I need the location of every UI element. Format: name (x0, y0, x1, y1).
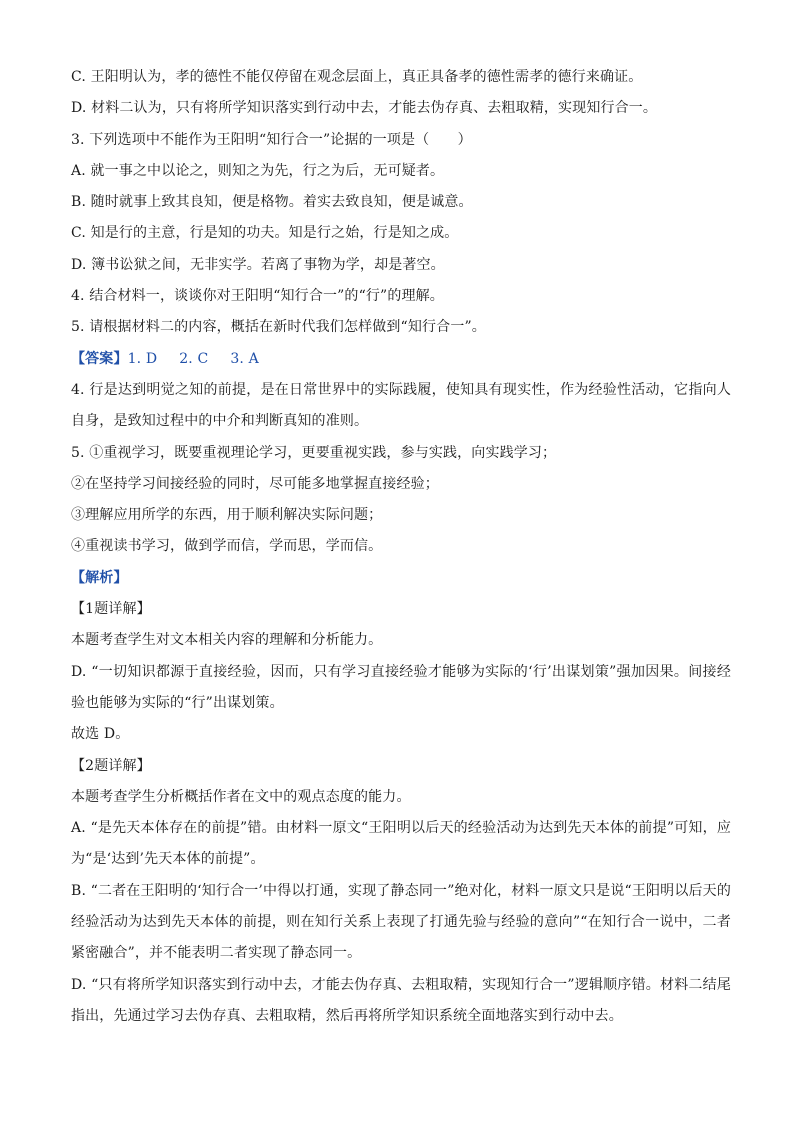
answer-5-point-1: 5. ①重视学习，既要重视理论学习，更要重视实践，参与实践，向实践学习； (71, 444, 557, 461)
answer-5-point-3: ③理解应用所学的东西，用于顺利解决实际问题； (71, 507, 383, 524)
q3-option-c: C. 知是行的主意，行是知的功夫。知是行之始，行是知之成。 (71, 225, 459, 242)
answer-line (71, 344, 731, 375)
q1-option-d-analysis: D. “一切知识都源于直接经验，因而，只有学习直接经验才能够为实际的‘行’出谋划策”强加因果。间接经验也能够为实际的“行”出谋划策。 (71, 663, 731, 711)
q2-option-a-analysis: A. “是先天本体存在的前提”错。由材料一原文“王阳明以后天的经验活动为达到先天本体的前提”可知，应为“是‘达到’先天本体的前提”。 (71, 820, 731, 868)
document-page (71, 62, 731, 1032)
answer-2: 2. C (179, 350, 209, 367)
q3-option-b: B. 随时就事上致其良知，便是格物。着实去致良知，便是诚意。 (71, 194, 473, 211)
answer-3: 3. A (230, 350, 259, 367)
q3-option-a: A. 就一事之中以论之，则知之为先，行之为后，无可疑者。 (71, 162, 445, 179)
question-3: 3. 下列选项中不能作为王阳明“知行合一”论据的一项是（ ） (71, 131, 472, 148)
q1-intro: 本题考查学生对文本相关内容的理解和分析能力。 (71, 632, 383, 649)
option-d-line: D. 材料二认为，只有将所学知识落实到行动中去，才能去伪存真、去粗取精，实现知行合一。 (71, 100, 658, 117)
q1-detail-heading: 【1题详解】 (71, 601, 151, 618)
analysis-label: 【解析】 (71, 569, 128, 586)
q1-choice: 故选 D。 (71, 726, 130, 743)
q2-detail-heading: 【2题详解】 (71, 757, 151, 774)
answer-4-paragraph: 4. 行是达到明觉之知的前提，是在日常世界中的实际践履，使知具有现实性，作为经验性活动，它指向人自身，是致知过程中的中介和判断真知的准则。 (71, 381, 731, 430)
answer-label: 【答案】 (71, 350, 128, 367)
q3-option-d: D. 簿书讼狱之间，无非实学。若离了事物为学，却是著空。 (71, 256, 445, 273)
option-c-line: C. 王阳明认为，孝的德性不能仅停留在观念层面上，真正具备孝的德性需孝的德行来确证。 (71, 69, 643, 85)
question-4: 4. 结合材料一，谈谈你对王阳明“知行合一”的“行”的理解。 (71, 288, 444, 305)
q2-option-b-analysis: B. “二者在王阳明的‘知行合一’中得以打通，实现了静态同一”绝对化，材料一原文只是说“王阳明以后天的经验活动为达到先天本体的前提，则在知行关系上表现了打通先验与经验的意向”“在知行合一说中，二者紧密融合”，并不能表明二者实现了静态同一。 (71, 882, 731, 962)
answer-1: 1. D (127, 350, 158, 367)
q2-intro: 本题考查学生分析概括作者在文中的观点态度的能力。 (71, 788, 411, 805)
q2-option-d-analysis: D. “只有将所学知识落实到行动中去，才能去伪存真、去粗取精，实现知行合一”逻辑顺序错。材料二结尾指出，先通过学习去伪存真、去粗取精，然后再将所学知识系统全面地落实到行动中去。 (71, 976, 731, 1024)
answer-5-point-4: ④重视读书学习，做到学而信，学而思，学而信。 (71, 538, 383, 555)
question-5: 5. 请根据材料二的内容，概括在新时代我们怎样做到“知行合一”。 (71, 319, 486, 336)
answer-5-point-2: ②在坚持学习间接经验的同时，尽可能多地掌握直接经验； (71, 475, 439, 492)
